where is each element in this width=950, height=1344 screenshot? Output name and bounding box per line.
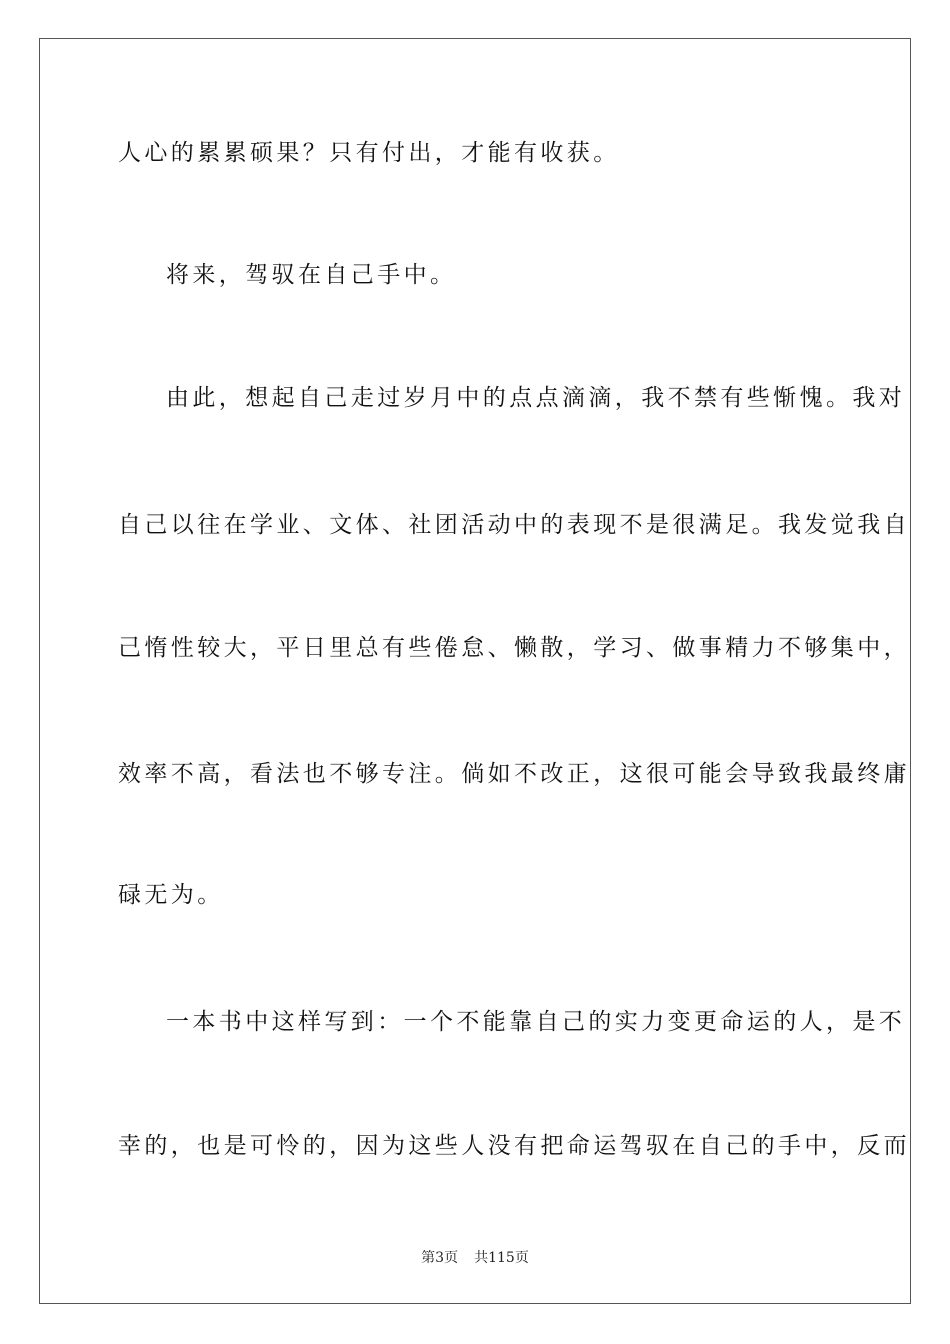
- paragraph-line: 碌无为。: [118, 882, 224, 908]
- page-footer: [0, 1248, 950, 1268]
- paragraph-line: 效率不高，看法也不够专注。倘如不改正，这很可能会导致我最终庸: [118, 761, 910, 787]
- page-total: 共115页: [474, 1250, 529, 1266]
- paragraph-line: 将来，驾驭在自己手中。: [166, 262, 457, 288]
- paragraph-line: 一本书中这样写到：一个不能靠自己的实力变更命运的人，是不: [166, 1009, 906, 1035]
- paragraph-line: 己惰性较大，平日里总有些倦怠、懒散，学习、做事精力不够集中，: [118, 635, 910, 661]
- page-number: 第3页: [421, 1250, 459, 1266]
- paragraph-line: 自己以往在学业、文体、社团活动中的表现不是很满足。我发觉我自: [118, 512, 910, 538]
- paragraph-line: 人心的累累硕果？只有付出，才能有收获。: [118, 140, 620, 166]
- page-frame: [39, 38, 911, 1304]
- paragraph-line: 幸的，也是可怜的，因为这些人没有把命运驾驭在自己的手中，反而: [118, 1133, 910, 1159]
- paragraph-line: 由此，想起自己走过岁月中的点点滴滴，我不禁有些惭愧。我对: [166, 385, 906, 411]
